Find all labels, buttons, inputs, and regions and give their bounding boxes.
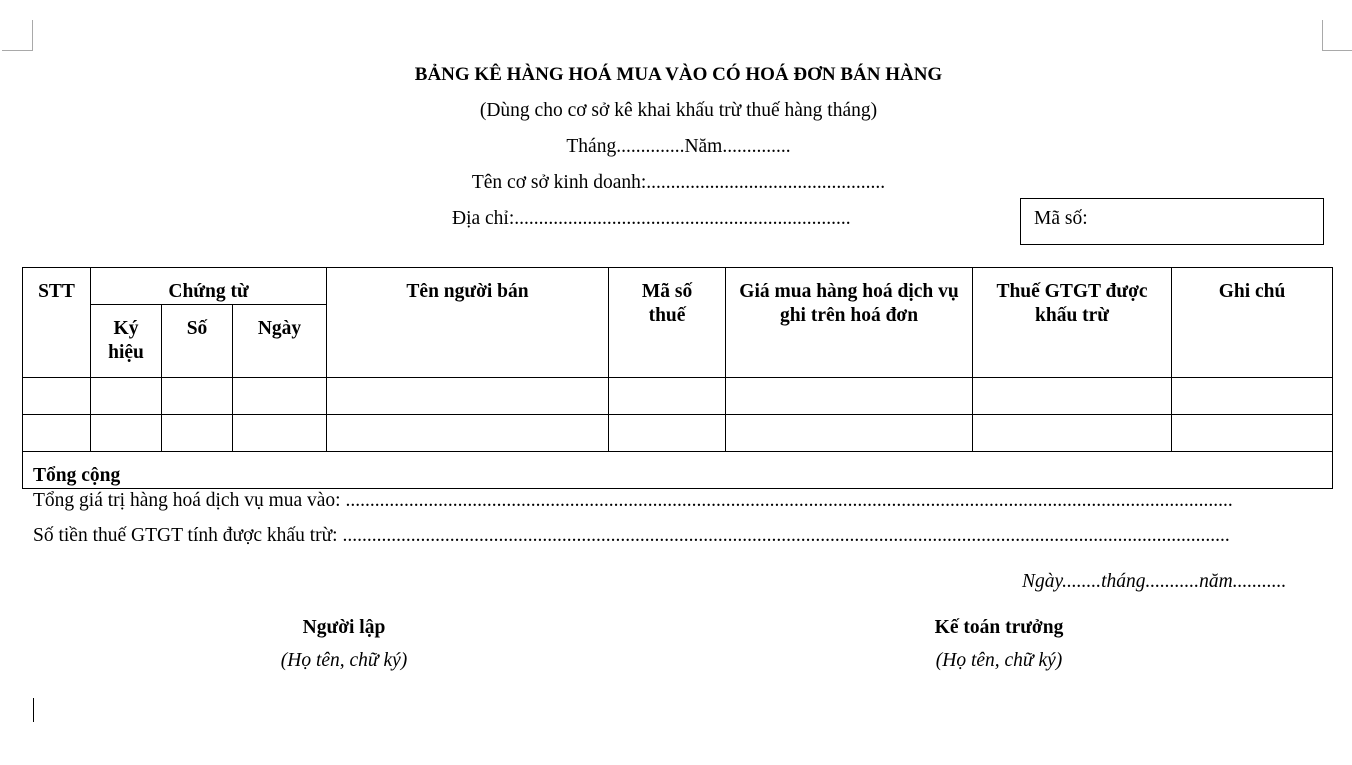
table-row	[23, 378, 1333, 415]
business-name-line: Tên cơ sở kinh doanh:.................................................	[471, 172, 886, 193]
month-year-line: Tháng..............Năm..............	[566, 136, 791, 157]
header-voucher-date: Ngày	[233, 305, 327, 378]
header-voucher: Chứng từ	[91, 268, 327, 305]
total-goods-dots[interactable]: ......................................................................................................................................................................................	[345, 490, 1233, 511]
table-cell[interactable]	[1172, 378, 1333, 415]
preparer-signature-block	[194, 617, 494, 672]
table-cell[interactable]	[726, 378, 973, 415]
table-cell[interactable]	[233, 415, 327, 452]
total-goods-label: Tổng giá trị hàng hoá dịch vụ mua vào:	[33, 490, 341, 511]
table-cell[interactable]	[609, 378, 726, 415]
header-tax-code: Mã số thuế	[609, 268, 726, 378]
table-cell[interactable]	[1172, 415, 1333, 452]
header-purchase-value: Giá mua hàng hoá dịch vụ ghi trên hoá đơn	[726, 268, 973, 378]
chief-accountant-signature-block	[849, 617, 1149, 672]
header-voucher-symbol: Ký hiệu	[91, 305, 162, 378]
table-cell[interactable]	[973, 378, 1172, 415]
header-voucher-number: Số	[162, 305, 233, 378]
preparer-title: Người lập	[302, 617, 386, 638]
header-vat-deductible: Thuế GTGT được khấu trừ	[973, 268, 1172, 378]
address-line: Địa chỉ:.....................................................................	[452, 208, 851, 229]
table-cell[interactable]	[233, 378, 327, 415]
total-label: Tổng cộng	[23, 452, 1333, 489]
text-cursor	[33, 698, 34, 722]
table-cell[interactable]	[973, 415, 1172, 452]
purchase-invoice-table	[22, 267, 1333, 489]
total-vat-dots[interactable]: ......................................................................................................................................................................................	[342, 525, 1230, 546]
table-cell[interactable]	[23, 415, 91, 452]
table-cell[interactable]	[327, 378, 609, 415]
table-cell[interactable]	[327, 415, 609, 452]
table-cell[interactable]	[726, 415, 973, 452]
table-row	[23, 415, 1333, 452]
chief-accountant-hint: (Họ tên, chữ ký)	[935, 650, 1063, 671]
total-vat-label: Số tiền thuế GTGT tính được khấu trừ:	[33, 525, 338, 546]
table-cell[interactable]	[23, 378, 91, 415]
table-cell[interactable]	[162, 415, 233, 452]
total-goods-line	[33, 490, 1265, 512]
total-vat-line	[33, 525, 1272, 547]
document-subtitle: (Dùng cho cơ sở kê khai khấu trừ thuế hàng tháng)	[479, 100, 878, 121]
page-corner-mark-top-right	[1322, 20, 1352, 51]
table-cell[interactable]	[91, 415, 162, 452]
tax-code-label: Mã số:	[1034, 208, 1088, 229]
tax-code-box[interactable]	[1020, 198, 1324, 245]
page-corner-mark-top-left	[2, 20, 33, 51]
table-cell[interactable]	[162, 378, 233, 415]
table-cell[interactable]	[91, 378, 162, 415]
table-cell[interactable]	[609, 415, 726, 452]
chief-accountant-title: Kế toán trưởng	[934, 617, 1064, 638]
document-title: BẢNG KÊ HÀNG HOÁ MUA VÀO CÓ HOÁ ĐƠN BÁN HÀNG	[414, 64, 943, 85]
date-line: Ngày........tháng...........năm...........	[1022, 571, 1287, 592]
header-stt: STT	[23, 268, 91, 378]
total-row	[23, 452, 1333, 489]
preparer-hint: (Họ tên, chữ ký)	[280, 650, 408, 671]
header-note: Ghi chú	[1172, 268, 1333, 378]
header-seller-name: Tên người bán	[327, 268, 609, 378]
